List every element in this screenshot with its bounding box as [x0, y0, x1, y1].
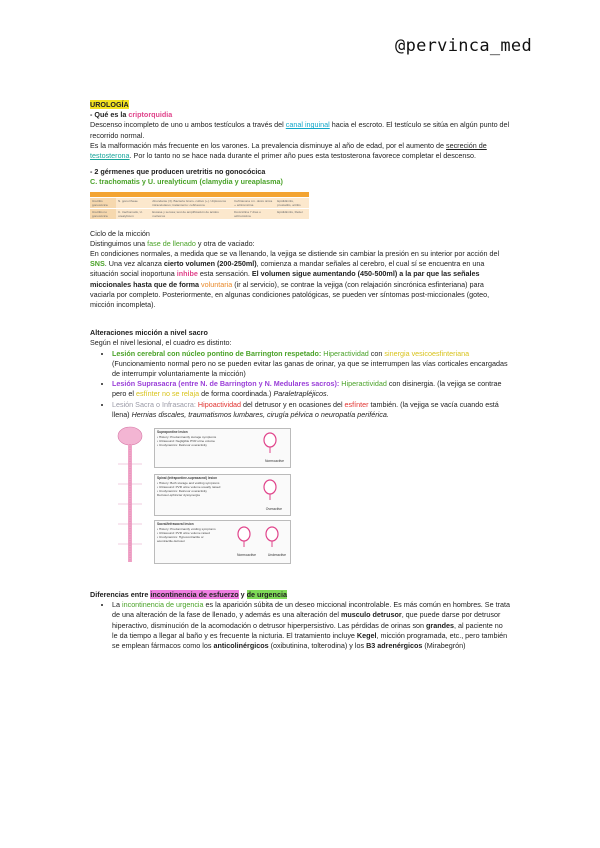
incont-text: , micción programada, etc., pero también se emplean fármacos como los — [112, 630, 508, 651]
incont-musculo: musculo detrusor — [340, 610, 402, 620]
ciclo-text: En condiciones normales, a medida que se va llenando, la vejiga se distiende sin cambiar la presión en su interior por acción del — [90, 249, 500, 259]
fase-llenado: fase de llenado — [147, 238, 196, 248]
q1-secrecion: secreción de — [446, 140, 487, 150]
incont-urgencia: de urgencia — [246, 590, 287, 600]
panel-label: Normoactive — [236, 553, 256, 558]
b2-hyper: Hiperactividad — [341, 379, 387, 389]
q1-text-c: Es la malformación más frecuente en los varones. La prevalencia disminuye al año de edad, por el aumento de — [90, 140, 446, 150]
panel-line: acontractile detrusor — [157, 539, 186, 544]
incont-text: La — [112, 600, 122, 610]
b1-sinergia: sinergia vesicoesfinteriana — [384, 348, 470, 358]
brain-spine-icon — [108, 424, 156, 566]
incont-text: , al paciente no le da tiempo a llegar al baño y es frecuente la nicturia. El tratamiento incluye — [112, 620, 503, 640]
watermark: @pervinca_med — [395, 36, 532, 56]
incont-text: (Mirabegrón) — [422, 641, 466, 651]
ciclo-text: esta sensación. — [197, 269, 252, 279]
panel-line: • Ultrasound: PVR urine volume usually raised — [157, 485, 221, 490]
list-item — [112, 379, 510, 399]
incont-text: , que puede darse por detrusor hiperactivo, disminución de la acomodación o detrusor hiperpersistivo. Las pérdidas de orinas son — [112, 610, 501, 630]
incont-b3: B3 adrenérgicos — [366, 641, 423, 651]
table-cell: C. trachomatis, U. urealyticum — [116, 208, 150, 219]
ciclo-text: . Una vez alcanza — [104, 259, 164, 269]
b3-ital: Hernias discales, traumatismos lumbares, cirugía pélvica o neuropatía periférica. — [131, 409, 389, 419]
table-row — [90, 208, 309, 219]
q2-subtitle: C. trachomatis y U. urealyticum (clamydia y ureaplasma) — [90, 177, 283, 187]
sacro-intro: Según el nivel lesional, el cuadro es distinto: — [90, 338, 232, 348]
q1-text-b: hacia el escroto. El testículo se sitúa en algún punto del recorrido normal. — [90, 120, 510, 140]
incont-term: incontinencia de urgencia — [122, 600, 204, 610]
bladder-icon — [264, 525, 280, 547]
q1-paragraph-2 — [90, 141, 510, 161]
spinal-lesion-figure — [108, 424, 303, 566]
panel-line: • Urodynamics: Detrusor overactivity — [157, 443, 207, 448]
ciclo-intro — [90, 239, 510, 249]
incont-text: (oxibutinina, tolterodina) y los — [268, 641, 367, 651]
b3-title: Lesión Sacra o Infrasacra: — [112, 399, 198, 409]
sacro-list — [90, 349, 510, 420]
panel-spinal — [154, 474, 291, 516]
table-cell: N. gonorrheae — [116, 197, 150, 208]
section-heading — [90, 100, 510, 110]
panel-line: Detrusor-sphincter dyssynergia — [157, 493, 200, 498]
ciclo-body — [90, 249, 510, 310]
panel-label: Overactive — [265, 507, 282, 512]
panel-label: Underactive — [267, 553, 286, 558]
panel-label: Normoactive — [264, 459, 284, 464]
panel-line: • History: Predominantly storage symptoms — [157, 435, 217, 440]
ciclo-sns: SNS — [90, 259, 105, 269]
q1-title — [90, 110, 510, 120]
q1-paragraph-1 — [90, 120, 510, 140]
panel-title: Sacral/infrasacral lesion — [157, 522, 194, 527]
canal-inguinal-link[interactable]: canal inguinal — [285, 120, 330, 130]
table-cell: Uretritis gonocócica — [90, 197, 116, 208]
list-item — [112, 600, 510, 651]
list-item — [112, 400, 510, 420]
q2-title: - 2 gérmenes que producen uretritis no gonocócica — [90, 167, 266, 177]
q1-prefix: - Qué es la — [90, 110, 129, 120]
incont-anticol: anticolinérgicos — [213, 641, 269, 651]
table-cell: Epididimitis, Reiter — [275, 208, 309, 219]
document-page — [90, 100, 510, 651]
panel-line: • History: Predominantly voiding symptoms — [157, 527, 216, 532]
b2-title: Lesión Suprasacra (entre N. de Barrington y N. Medulares sacros): — [112, 379, 342, 389]
bladder-icon — [236, 525, 252, 547]
ciclo-text: , comienza a mandar señales al cerebro, el cual sí se encuentra en una situación social inoportuna — [90, 259, 485, 279]
incont-grandes: grandes — [426, 620, 454, 630]
bladder-icon — [262, 478, 278, 500]
panel-suprapontine — [154, 428, 291, 468]
heading-urologia: UROLOGÍA — [90, 100, 129, 109]
b2-rest1: con disinergia. (la vejiga se contrae pero el — [112, 379, 502, 399]
incont-text: es la aparición súbita de un deseo miccional incontrolable. Es más común en hombres. Se trata de una alteración de la fase de llenado, y además es una alteración del — [112, 600, 510, 620]
panel-title: Spinal (infrapontine-suprasacral) lesion — [157, 476, 218, 481]
panel-line: • Ultrasound: Negligible PVR urine volume — [157, 439, 216, 444]
q1-term: criptorquidia — [128, 110, 173, 120]
panel-line: • Ultrasound: PVR urine volume raised — [157, 531, 210, 536]
ciclo-voluntaria: voluntaria — [201, 279, 233, 289]
table-cell: Ceftriaxona i.m. dosis única + azitromicina — [232, 197, 275, 208]
incont-list — [90, 600, 510, 651]
b3-rest2: también. (la vejiga se vacía cuando está llena) — [112, 399, 499, 419]
b3-hypo: Hipoactividad — [197, 399, 242, 409]
table-cell: Escasa y serosa; test de amplificación de ácidos nucleicos — [150, 208, 232, 219]
table-cell: Uretritis no gonocócica — [90, 208, 116, 219]
incont-title-a: Diferencias entre — [90, 590, 151, 600]
table-cell: Abundante (3). Bacteria Gram- cultivo (+) / diplococos intracelulares; tratamiento: ceftriaxona — [150, 197, 232, 208]
panel-line: • History: Both storage and voiding symptoms — [157, 481, 220, 486]
b1-con: con — [368, 348, 385, 358]
incont-y: y — [238, 590, 247, 600]
b1-rest: (Funcionamiento normal pero no se pueden evitar las ganas de orinar, ya que se interrumpen las vías corticales encargadas de interrumpir voluntariamente la micción) — [112, 358, 508, 379]
b3-esfinter: esfínter — [344, 399, 369, 409]
panel-line: • Urodynamics: Hypocontractile or — [157, 535, 204, 540]
panel-sacral — [154, 520, 291, 564]
q1-testosterona: testosterona — [90, 151, 130, 161]
ciclo-vol2: El volumen sigue aumentando (450-500ml) a la par que las señales miccionales hasta que de forma — [90, 269, 480, 289]
panel-title: Suprapontine lesion — [157, 430, 188, 435]
incont-title — [90, 590, 510, 600]
uretritis-table — [90, 192, 309, 219]
list-item — [112, 349, 510, 380]
ciclo-vol1: cierto volumen (200-250ml) — [163, 259, 257, 269]
incont-kegel: Kegel — [356, 630, 377, 640]
ciclo-intro-a: Distinguimos una — [90, 238, 148, 248]
q1-text-a: Descenso incompleto de uno u ambos testículos a través del — [90, 120, 286, 130]
panel-line: • Urodynamics: Detrusor overactivity — [157, 489, 207, 494]
ciclo-text: (ir al servicio), se contrae la vejiga (con relajación sincrónica esfinteriana) para vaciarla por completo. Posteriormente, en algunas condiciones patológicas, se pueden ver síntomas post-miccionales (goteo, micción incompleta). — [90, 279, 490, 310]
q1-text-d: . Por lo tanto no se hace nada durante el primer año pues esta testosterona favorece completar el descenso. — [129, 151, 476, 161]
ciclo-title: Ciclo de la micción — [90, 228, 150, 238]
ciclo-inhibe: inhibe — [176, 269, 198, 279]
table-cell: Doxiciclina 7 días o azitromicina — [232, 208, 275, 219]
b2-esfinter: esfínter no se relaja — [135, 389, 200, 399]
sacro-title: Alteraciones micción a nivel sacro — [90, 328, 208, 338]
b1-hyper: Hiperactividad — [323, 348, 369, 358]
table-row — [90, 197, 309, 208]
incont-esfuerzo: incontinencia de esfuerzo — [150, 590, 239, 600]
b1-title: Lesión cerebral con núcleo pontino de Barrington respetado: — [112, 348, 324, 358]
bladder-icon — [262, 431, 278, 453]
ciclo-intro-b: y otra de vaciado: — [195, 238, 255, 248]
b3-rest1: del detrusor y en ocasiones del — [241, 399, 345, 409]
b2-para: Paraletrapléjicos. — [273, 389, 329, 399]
b2-rest2: de forma coordinada.) — [199, 389, 274, 399]
table-cell: Epididimitis, prostatitis, artritis — [275, 197, 309, 208]
